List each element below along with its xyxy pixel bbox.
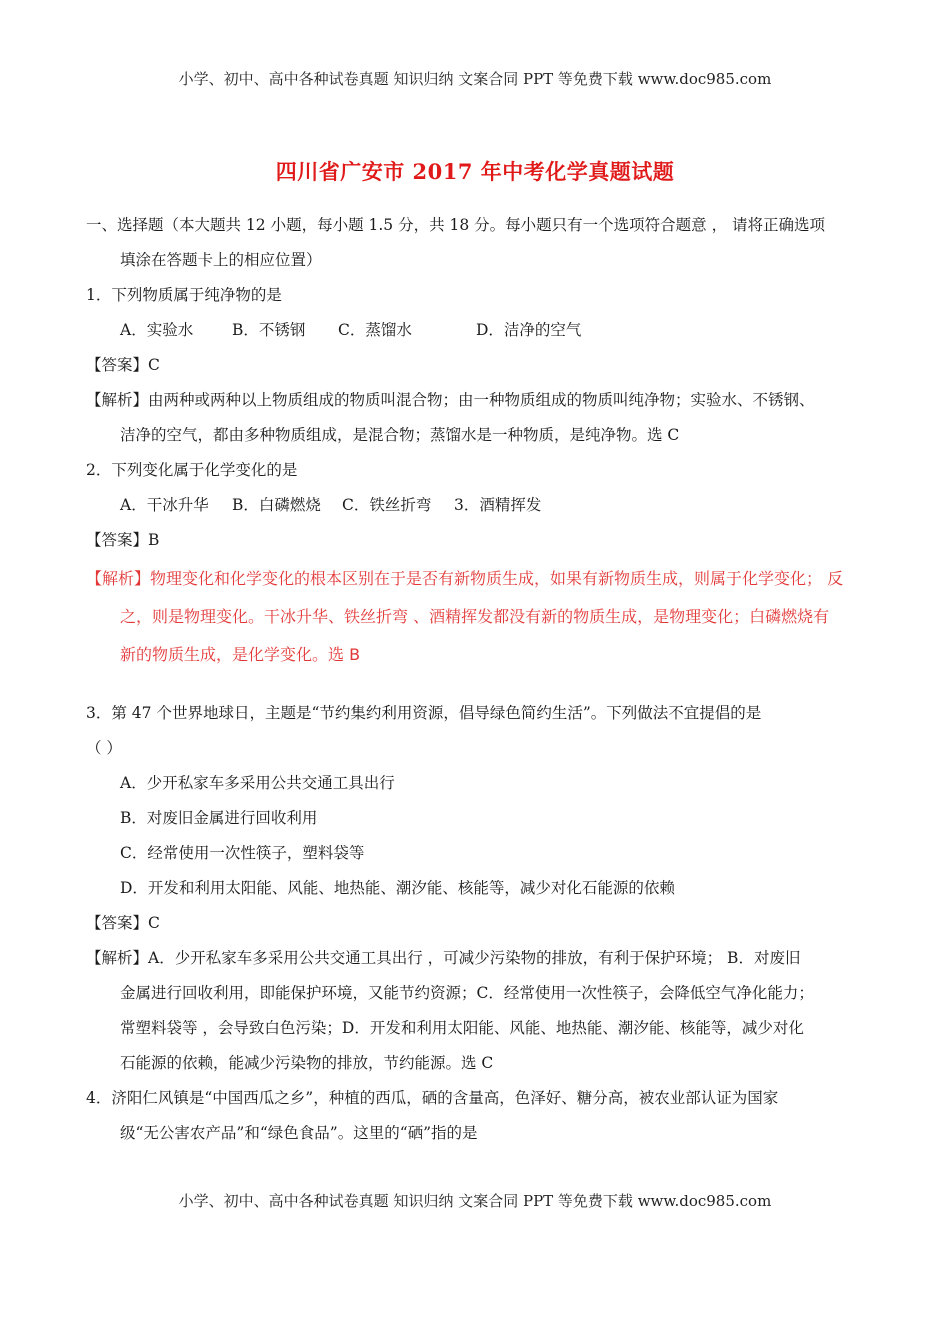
question-3-analysis: 【解析】A．少开私家车多采用公共交通工具出行 ，可减少污染物的排放，有利于保护环境； B．对废旧 [86,949,801,967]
section-heading-continued: 填涂在答题卡上的相应位置） [120,251,322,269]
option-d: D．洁净的空气 [476,321,582,339]
option-c: C．蒸馏水 [338,321,412,339]
question-3-answer: 【答案】C [86,914,160,932]
question-3-paren: （ ） [86,739,122,757]
question-3-analysis-line4: 石能源的依赖，能减少污染物的排放，节约能源。选 C [120,1054,494,1072]
option-d: 3．酒精挥发 [454,496,542,514]
question-3-option-a: A．少开私家车多采用公共交通工具出行 [120,774,395,792]
question-3-analysis-line3: 常塑料袋等 ，会导致白色污染；D．开发和利用太阳能、风能、地热能、潮汐能、核能等，减少对化 [120,1019,804,1037]
question-3-option-c: C．经常使用一次性筷子，塑料袋等 [120,844,365,862]
option-b: B．不锈钢 [232,321,306,339]
question-1-answer: 【答案】C [86,356,160,374]
question-4-stem: 4．济阳仁风镇是“中国西瓜之乡”，种植的西瓜，硒的含量高，色泽好、糖分高，被农业部认证为国家 [86,1089,779,1107]
question-2-analysis: 【解析】物理变化和化学变化的根本区别在于是否有新物质生成，如果有新物质生成，则属于化学变化； 反 [86,569,844,588]
document-body [86,208,876,1151]
option-a: A．实验水 [120,321,194,339]
option-c: C．铁丝折弯 [342,496,432,514]
question-2-stem: 2．下列变化属于化学变化的是 [86,461,298,479]
question-3-option-d: D．开发和利用太阳能、风能、地热能、潮汐能、核能等，减少对化石能源的依赖 [120,879,675,897]
question-2-analysis-continued: 之，则是物理变化。干冰升华、铁丝折弯 、酒精挥发都没有新的物质生成，是物理变化；白磷燃烧有 [120,607,830,626]
page-title: 四川省广安市 2017 年中考化学真题试题 [275,159,675,184]
question-3-analysis-line2: 金属进行回收利用，即能保护环境，又能节约资源；C．经常使用一次性筷子，会降低空气净化能力； [120,984,814,1002]
question-2-options [86,488,876,523]
question-1-stem: 1．下列物质属于纯净物的是 [86,286,282,304]
page-footer: 小学、初中、高中各种试卷真题 知识归纳 文案合同 PPT 等免费下载 www.doc985.com [178,1192,772,1210]
question-3-stem: 3．第 47 个世界地球日，主题是“节约集约利用资源，倡导绿色简约生活”。下列做法不宜提倡的是 [86,704,762,722]
question-2-answer: 【答案】B [86,531,160,549]
question-1-options [86,313,876,348]
question-2-analysis-end: 新的物质生成，是化学变化。选 B [120,645,361,664]
question-1-analysis: 【解析】由两种或两种以上物质组成的物质叫混合物；由一种物质组成的物质叫纯净物；实验水、不锈钢、 [86,391,815,409]
question-3-option-b: B．对废旧金属进行回收利用 [120,809,318,827]
question-1-analysis-continued: 洁净的空气，都由多种物质组成，是混合物；蒸馏水是一种物质，是纯净物。选 C [120,426,680,444]
option-a: A．干冰升华 [120,496,209,514]
option-b: B．白磷燃烧 [232,496,321,514]
section-heading: 一、选择题（本大题共 12 小题，每小题 1.5 分，共 18 分。每小题只有一个选项符合题意 ， 请将正确选项 [86,216,826,234]
question-4-stem-continued: 级“无公害农产品”和“绿色食品”。这里的“硒”指的是 [120,1124,478,1142]
question-2-analysis-block [86,560,876,674]
page-header: 小学、初中、高中各种试卷真题 知识归纳 文案合同 PPT 等免费下载 www.doc985.com [178,70,772,88]
